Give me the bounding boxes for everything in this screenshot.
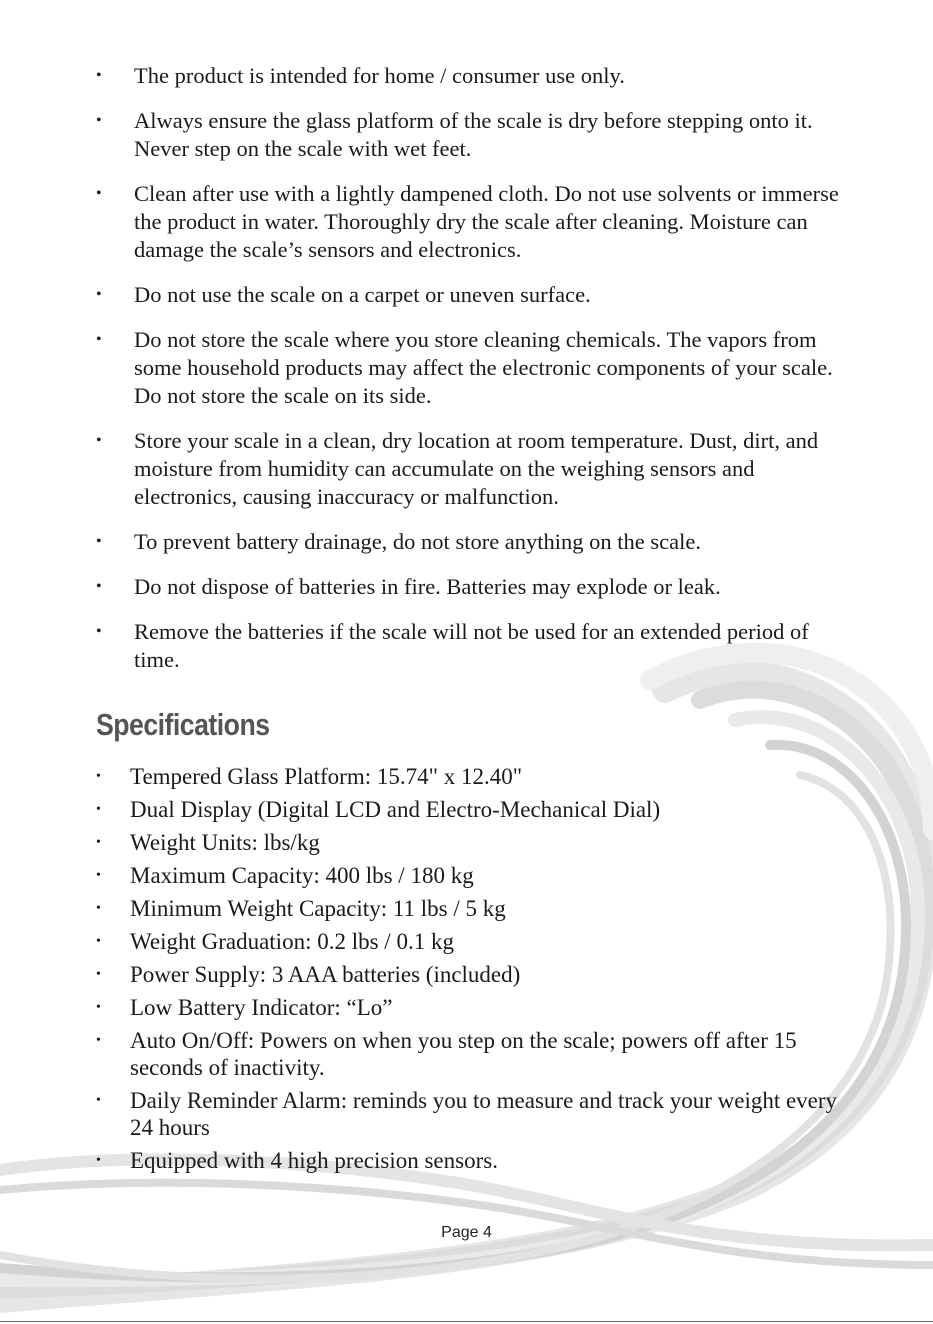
care-instruction-item	[96, 62, 856, 90]
specification-item	[96, 796, 856, 823]
bottom-rule	[0, 1321, 933, 1322]
care-instructions-list	[96, 62, 856, 691]
specification-item-text: Auto On/Off: Powers on when you step on the scale; powers off after 15 seconds of inactivity.	[130, 1028, 797, 1080]
specification-item	[96, 961, 856, 988]
bullet-icon: •	[96, 802, 101, 817]
specification-item-text: Weight Graduation: 0.2 lbs / 0.1 kg	[130, 929, 454, 954]
care-instruction-item	[96, 618, 856, 674]
care-instruction-item	[96, 281, 856, 309]
bullet-icon: •	[96, 901, 101, 916]
bullet-icon: •	[96, 934, 101, 949]
specification-item	[96, 928, 856, 955]
bullet-icon: •	[96, 286, 102, 303]
specification-item-text: Tempered Glass Platform: 15.74" x 12.40"	[130, 764, 523, 789]
specification-item-text: Low Battery Indicator: “Lo”	[130, 995, 393, 1020]
bullet-icon: •	[96, 967, 101, 982]
care-instruction-item	[96, 180, 856, 264]
care-instruction-item-text: The product is intended for home / consumer use only.	[134, 63, 625, 88]
specification-item-text: Minimum Weight Capacity: 11 lbs / 5 kg	[130, 896, 506, 921]
care-instruction-item	[96, 427, 856, 511]
specification-item	[96, 1147, 856, 1174]
bullet-icon: •	[96, 112, 102, 129]
care-instruction-item-text: To prevent battery drainage, do not store anything on the scale.	[134, 529, 701, 554]
page-number: Page 4	[441, 1224, 492, 1241]
bullet-icon: •	[96, 1093, 101, 1108]
specification-item	[96, 994, 856, 1021]
care-instruction-item-text: Do not store the scale where you store cleaning chemicals. The vapors from some household products may affect the electronic components of your scale. Do not store the scale on its side.	[134, 327, 833, 408]
specification-item-text: Dual Display (Digital LCD and Electro-Mechanical Dial)	[130, 797, 661, 822]
care-instruction-item-text: Store your scale in a clean, dry location at room temperature. Dust, dirt, and moisture from humidity can accumulate on the weighing sensors and electronics, causing inaccuracy or malfunction.	[134, 428, 819, 509]
bullet-icon: •	[96, 67, 102, 84]
bullet-icon: •	[96, 835, 101, 850]
bullet-icon: •	[96, 432, 102, 449]
bullet-icon: •	[96, 331, 102, 348]
specifications-heading: Specifications	[96, 707, 270, 742]
care-instruction-item	[96, 528, 856, 556]
specification-item	[96, 1027, 856, 1081]
specification-item-text: Power Supply: 3 AAA batteries (included)	[130, 962, 521, 987]
specification-item	[96, 862, 856, 889]
care-instruction-item	[96, 326, 856, 410]
specification-item-text: Equipped with 4 high precision sensors.	[130, 1148, 498, 1173]
care-instruction-item-text: Always ensure the glass platform of the scale is dry before stepping onto it. Never step on the scale with wet feet.	[134, 108, 813, 161]
bullet-icon: •	[96, 769, 101, 784]
specification-item-text: Daily Reminder Alarm: reminds you to measure and track your weight every 24 hours	[130, 1088, 838, 1140]
care-instruction-item-text: Do not dispose of batteries in fire. Batteries may explode or leak.	[134, 574, 721, 599]
specification-item-text: Maximum Capacity: 400 lbs / 180 kg	[130, 863, 474, 888]
specification-item	[96, 1087, 856, 1141]
specification-item-text: Weight Units: lbs/kg	[130, 830, 320, 855]
bullet-icon: •	[96, 1000, 101, 1015]
specification-item	[96, 895, 856, 922]
specifications-list	[96, 763, 856, 1180]
bullet-icon: •	[96, 185, 102, 202]
bullet-icon: •	[96, 1033, 101, 1048]
bullet-icon: •	[96, 868, 101, 883]
bullet-icon: •	[96, 1153, 101, 1168]
care-instruction-item-text: Clean after use with a lightly dampened cloth. Do not use solvents or immerse the product in water. Thoroughly dry the scale after cleaning. Moisture can damage the scale’s sensors and electronics.	[134, 181, 839, 262]
care-instruction-item	[96, 107, 856, 163]
care-instruction-item	[96, 573, 856, 601]
bullet-icon: •	[96, 623, 102, 640]
care-instruction-item-text: Remove the batteries if the scale will not be used for an extended period of time.	[134, 619, 809, 672]
specification-item	[96, 829, 856, 856]
specification-item	[96, 763, 856, 790]
bullet-icon: •	[96, 533, 102, 550]
care-instruction-item-text: Do not use the scale on a carpet or uneven surface.	[134, 282, 591, 307]
bullet-icon: •	[96, 578, 102, 595]
